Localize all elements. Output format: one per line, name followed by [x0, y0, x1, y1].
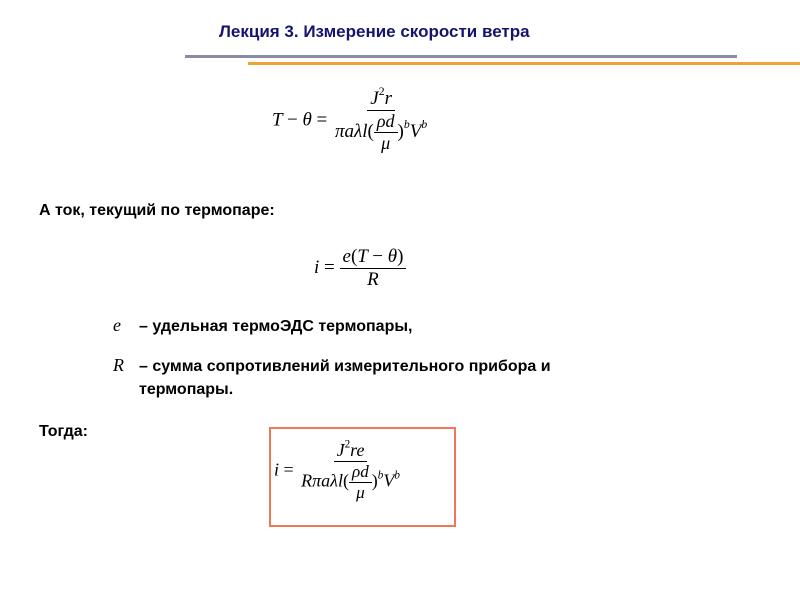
slide-title: Лекция 3. Измерение скорости ветра — [219, 22, 530, 41]
symbol-r: R — [113, 355, 124, 375]
symbol-e: e — [113, 315, 121, 335]
formula-result-current: i = $J^2re$ Rπaλl( $\frac{\rho d}{\mu}$ )$^bV^b$ — [274, 438, 400, 502]
definition-r-line-2: термопары. — [139, 381, 234, 398]
definition-r-line-1: – сумма сопротивлений измерительного прибора и — [139, 358, 551, 375]
text-thermocouple-current: А ток, текущий по термопаре: — [39, 202, 275, 219]
formula-current: i = $\frac{e(T - \theta)}{R}$ — [314, 246, 406, 291]
title-underline-orange — [248, 62, 800, 65]
text-then: Тогда: — [39, 423, 88, 440]
formula-temperature-difference: T − θ = $J^2r$ πaλl( $\frac{\rho d}{\mu}$ )$^bV^b$ — [272, 85, 428, 153]
title-underline-blue — [185, 55, 737, 58]
definition-e: – удельная термоЭДС термопары, — [139, 318, 413, 335]
